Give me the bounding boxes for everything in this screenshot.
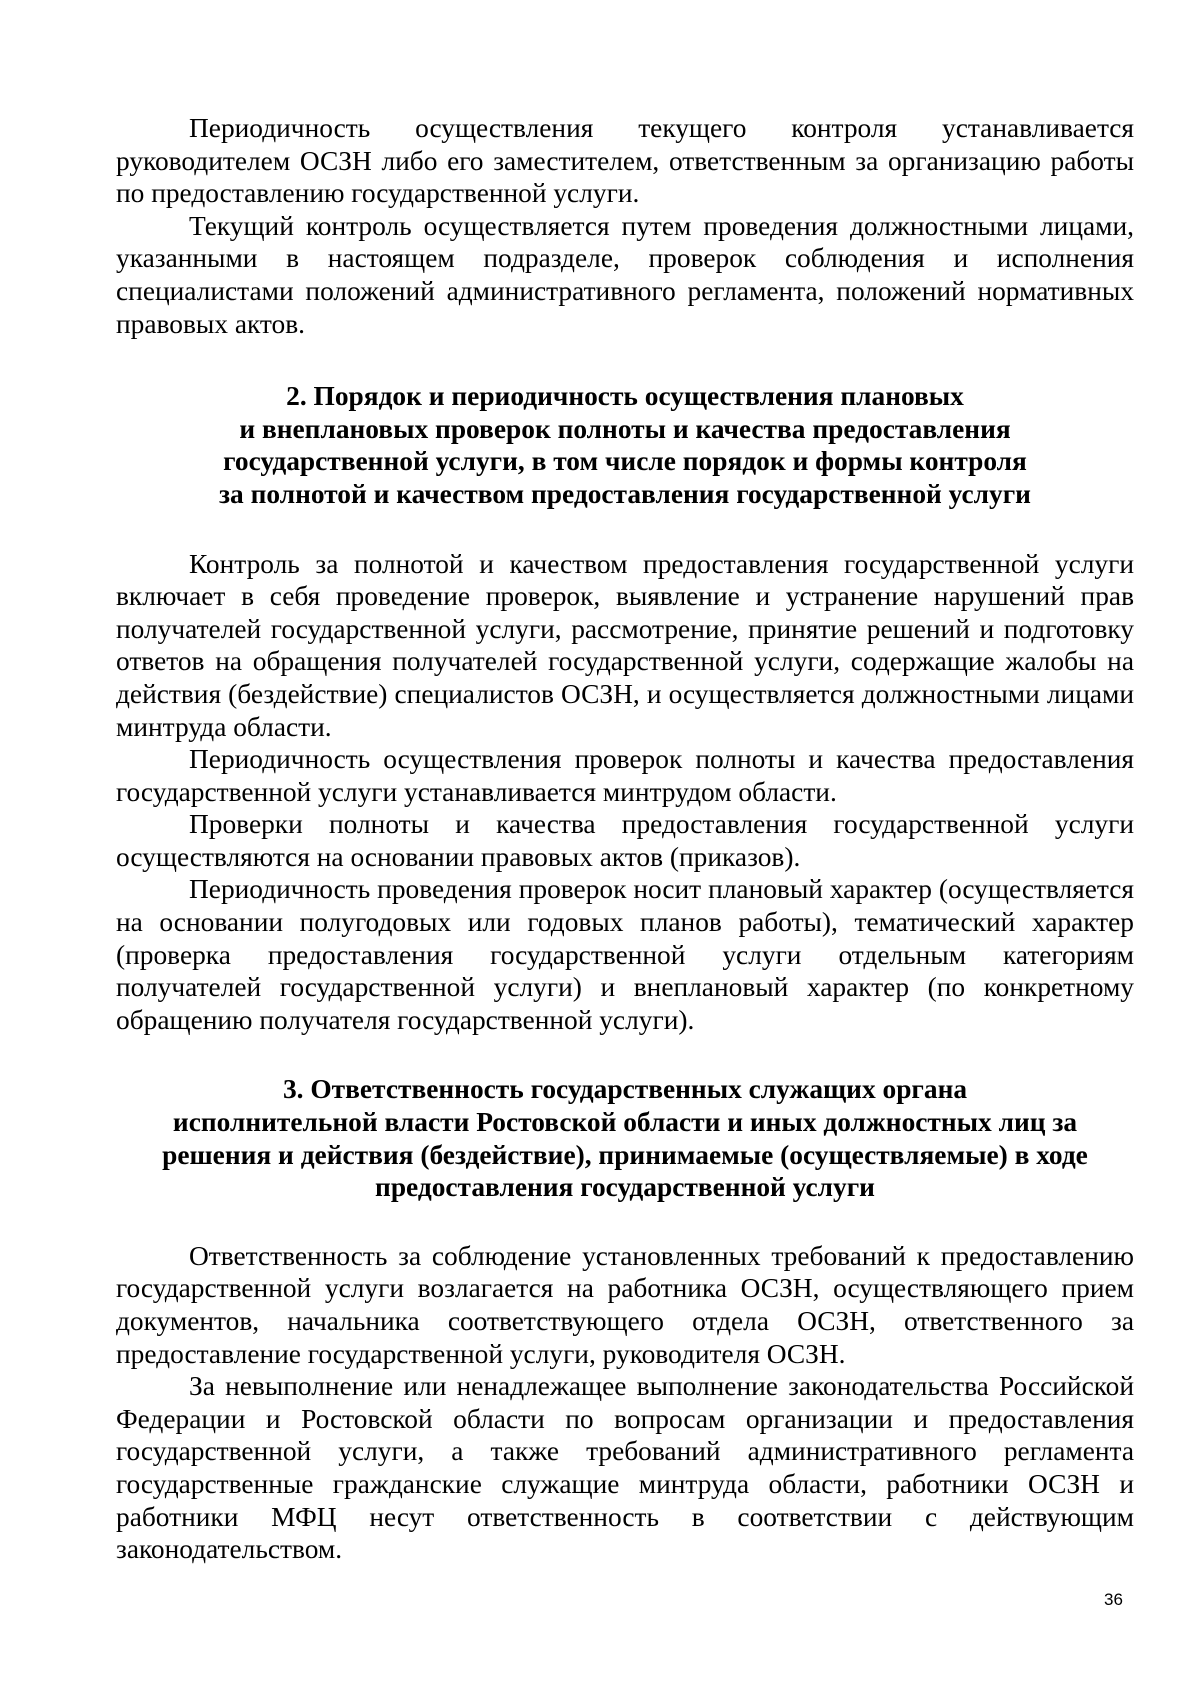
heading-line: за полнотой и качеством предоставления государственной услуги — [219, 478, 1031, 509]
heading-line: исполнительной власти Ростовской области и иных должностных лиц за — [172, 1107, 1078, 1138]
paragraph: Периодичность осуществления проверок полноты и качества предоставления государственной услуги устанавливается минтрудом области. — [116, 744, 1134, 807]
section-heading — [116, 1073, 1134, 1203]
paragraph: Проверки полноты и качества предоставления государственной услуги осуществляются на основании правовых актов (приказов). — [116, 809, 1134, 872]
paragraph: Контроль за полнотой и качеством предоставления государственной услуги включает в себя проведение проверок, выявление и устранение нарушений прав получателей государственной услуги, рассмотрение, принятие решений и подготовку ответов на обращения получателей государственной услуги, содержащие жалобы на действия (бездействие) специалистов ОСЗН, и осуществляется должностными лицами минтруда области. — [116, 548, 1134, 742]
paragraph: Текущий контроль осуществляется путем проведения должностными лицами, указанными в настоящем подразделе, проверок соблюдения и исполнения специалистами положений административного регламента, положений нормативных правовых актов. — [116, 210, 1134, 339]
paragraph: Ответственность за соблюдение установленных требований к предоставлению государственной услуги возлагается на работника ОСЗН, осуществляющего прием документов, начальника соответствующего отдела ОСЗН, ответственного за предоставление государственной услуги, руководителя ОСЗН. — [116, 1240, 1134, 1369]
paragraph: За невыполнение или ненадлежащее выполнение законодательства Российской Федерации и Ростовской области по вопросам организации и предоставления государственной услуги, а также требований административного регламента государственные гражданские служащие минтруда области, работники ОСЗН и работники МФЦ несут ответственность в соответствии с действующим законодательством. — [116, 1371, 1134, 1565]
page-content — [116, 112, 1134, 1566]
heading-line: государственной услуги, в том числе порядок и формы контроля — [223, 446, 1027, 477]
heading-line: 3. Ответственность государственных служащих органа — [282, 1074, 968, 1105]
section-heading — [116, 380, 1134, 510]
heading-line: 2. Порядок и периодичность осуществления плановых — [286, 381, 964, 412]
paragraph: Периодичность проведения проверок носит плановый характер (осуществляется на основании полугодовых или годовых планов работы), тематический характер (проверка предоставления государственной услуги отдельным категориям получателей государственной услуги) и внеплановый характер (по конкретному обращению получателя государственной услуги). — [116, 874, 1134, 1035]
heading-line: решения и действия (бездействие), принимаемые (осуществляемые) в ходе — [162, 1139, 1088, 1170]
heading-line: предоставления государственной услуги — [375, 1172, 875, 1203]
paragraph: Периодичность осуществления текущего контроля устанавливается руководителем ОСЗН либо его заместителем, ответственным за организацию работы по предоставлению государственной услуги. — [116, 113, 1134, 209]
heading-line: и внеплановых проверок полноты и качества предоставления — [239, 413, 1011, 444]
page-number: 36 — [1104, 1590, 1123, 1609]
